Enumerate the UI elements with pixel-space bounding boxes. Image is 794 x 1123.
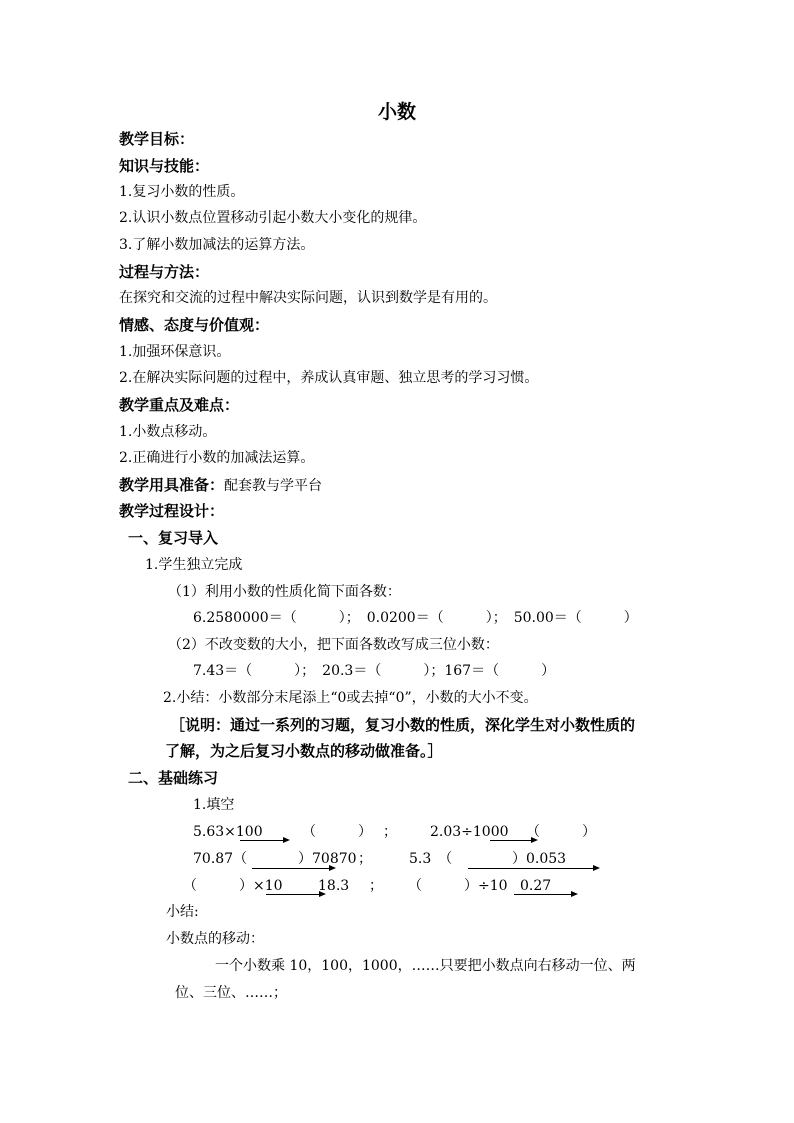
- knowledge-item: 3.了解小数加减法的运算方法。: [119, 237, 315, 253]
- section2-summary-label: 小结:: [166, 904, 199, 920]
- exercise-expression: （ ）÷10: [408, 878, 508, 894]
- exercise-expression: 5.3 （: [409, 851, 453, 867]
- separator: ；: [369, 878, 383, 894]
- process-text: 在探究和交流的过程中解决实际问题，认识到数学是有用的。: [119, 290, 497, 306]
- process-heading: 过程与方法：: [119, 263, 210, 281]
- exercise-expression: 2.03÷1000: [430, 824, 509, 840]
- keypoints-item: 1.小数点移动。: [119, 424, 217, 440]
- attitude-item: 2.在解决实际问题的过程中，养成认真审题、独立思考的学习习惯。: [119, 370, 539, 386]
- section1-note: 了解，为之后复习小数点的移动做准备。］: [165, 742, 443, 760]
- objectives-heading: 教学目标：: [119, 130, 195, 148]
- section1-heading: 一、复习导入: [128, 529, 219, 547]
- section1-sub: （1）利用小数的性质化简下面各数：: [168, 584, 401, 600]
- section2-item: 1.填空: [193, 797, 235, 813]
- knowledge-item: 1.复习小数的性质。: [119, 184, 245, 200]
- right-arrow-icon: [266, 894, 320, 895]
- exercise-expression: 5.63×100: [193, 824, 263, 840]
- exercise-expression: ）70870: [298, 851, 357, 867]
- exercise-expression: 0.27: [520, 878, 552, 894]
- keypoints-item: 2.正确进行小数的加减法运算。: [119, 450, 315, 466]
- section1-equation: 6.2580000＝（ ）； 0.0200＝（ ）； 50.00＝（ ）: [193, 610, 638, 626]
- section1-item: 1.学生独立完成: [145, 557, 243, 573]
- page-title: 小数: [377, 101, 416, 123]
- tools-heading: 教学用具准备：: [119, 476, 225, 494]
- keypoints-heading: 教学重点及难点：: [119, 396, 240, 414]
- section2-rule: 一个小数乘 10，100，1000，……只要把小数点向右移动一位、两: [215, 958, 636, 974]
- separator: ；: [383, 824, 397, 840]
- exercise-expression: （ ）×10: [183, 878, 283, 894]
- section1-equation: 7.43＝（ ）； 20.3＝（ ）；167＝（ ）: [193, 663, 556, 679]
- exercise-expression: 70.87（: [193, 851, 248, 867]
- design-heading: 教学过程设计：: [119, 502, 225, 520]
- section1-note: ［说明：通过一系列的习题，复习小数的性质，深化学生对小数性质的: [170, 716, 636, 734]
- tools-line: [119, 475, 322, 496]
- exercise-expression: 18.3: [318, 878, 350, 894]
- attitude-heading: 情感、态度与价值观：: [119, 316, 270, 334]
- attitude-item: 1.加强环保意识。: [119, 344, 231, 360]
- exercise-expression: ）0.053: [512, 851, 567, 867]
- knowledge-heading: 知识与技能：: [119, 157, 210, 175]
- section2-heading: 二、基础练习: [128, 769, 219, 787]
- section2-rule: 位、三位、……；: [175, 985, 287, 1001]
- exercise-blank: （ ）: [526, 824, 596, 840]
- section1-sub: （2）不改变数的大小，把下面各数改写成三位小数：: [168, 637, 499, 653]
- knowledge-item: 2.认识小数点位置移动引起小数大小变化的规律。: [119, 210, 427, 226]
- right-arrow-icon: [240, 840, 284, 841]
- section1-summary: 2.小结：小数部分末尾添上“0或去掉“0”，小数的大小不变。: [163, 690, 538, 706]
- exercise-blank: （ ）: [302, 824, 372, 840]
- separator: ；: [358, 851, 372, 867]
- tools-text: 配套教与学平台: [224, 478, 323, 494]
- section2-move-label: 小数点的移动：: [166, 931, 264, 947]
